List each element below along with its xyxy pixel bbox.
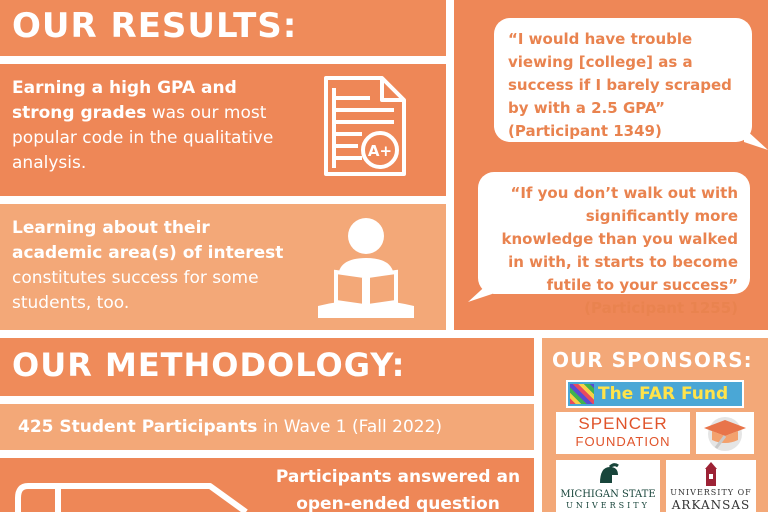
- reading-person-icon: [312, 214, 420, 322]
- msu-line-1: MICHIGAN STATE: [560, 489, 656, 500]
- spartan-helmet-icon: [596, 463, 620, 487]
- learning-bold: Learning about their academic area(s) of interest: [12, 218, 284, 263]
- participants-rest: in Wave 1 (Fall 2022): [257, 417, 443, 437]
- learning-rest: constitutes success for some students, too.: [12, 268, 259, 313]
- graduation-cap-icon: [696, 412, 754, 454]
- ua-line-1: UNIVERSITY OF: [670, 488, 752, 497]
- quote-bubble-1: [494, 18, 752, 142]
- participants-bold: 425 Student Participants: [18, 417, 258, 437]
- graded-paper-icon: [322, 74, 412, 178]
- grades-bold: Earning a high GPA and strong grades: [12, 78, 237, 123]
- quote-1-text: “I would have trouble viewing [college] as a success if I barely scraped by with a 2.5 GPA”: [508, 30, 732, 117]
- ua-logo: [666, 460, 756, 512]
- answered-line-2: open-ended question: [296, 494, 500, 512]
- grad-cap-logo: [696, 412, 754, 454]
- far-fund-mosaic: [570, 384, 594, 404]
- far-fund-text: The FAR Fund: [598, 384, 729, 404]
- spencer-foundation-logo: [556, 412, 690, 454]
- spencer-line-1: SPENCER: [578, 414, 668, 433]
- methodology-heading: OUR METHODOLOGY:: [12, 346, 406, 384]
- participants-text: [18, 415, 442, 440]
- quote-1-participant: (Participant 1349): [508, 122, 662, 140]
- spencer-line-2: FOUNDATION: [575, 434, 671, 449]
- sponsors-heading: OUR SPONSORS:: [552, 348, 753, 372]
- learning-text: [12, 216, 297, 316]
- quote-1-tail: [744, 128, 768, 150]
- quote-bubble-2: [478, 172, 750, 317]
- msu-line-2: UNIVERSITY: [566, 501, 650, 510]
- pencil-icon: [14, 476, 254, 512]
- answered-line-1: Participants answered an: [275, 467, 521, 487]
- answered-text: [268, 464, 528, 512]
- ua-line-2: ARKANSAS: [671, 498, 751, 512]
- old-main-tower-icon: [702, 462, 720, 486]
- grades-rest: was our most popular code in the qualitative analysis.: [12, 103, 274, 173]
- quote-2-text: “If you don’t walk out with significantly more knowledge than you walked in with, it starts to become futile to your success”: [501, 184, 738, 294]
- grades-text: [12, 76, 282, 176]
- results-heading: OUR RESULTS:: [12, 6, 298, 46]
- far-fund-logo: [566, 380, 744, 408]
- quote-2-tail: [468, 280, 492, 302]
- quote-2-participant: (Participant 1255): [584, 299, 738, 317]
- msu-logo: [556, 460, 660, 512]
- grade-badge: A+: [367, 142, 393, 160]
